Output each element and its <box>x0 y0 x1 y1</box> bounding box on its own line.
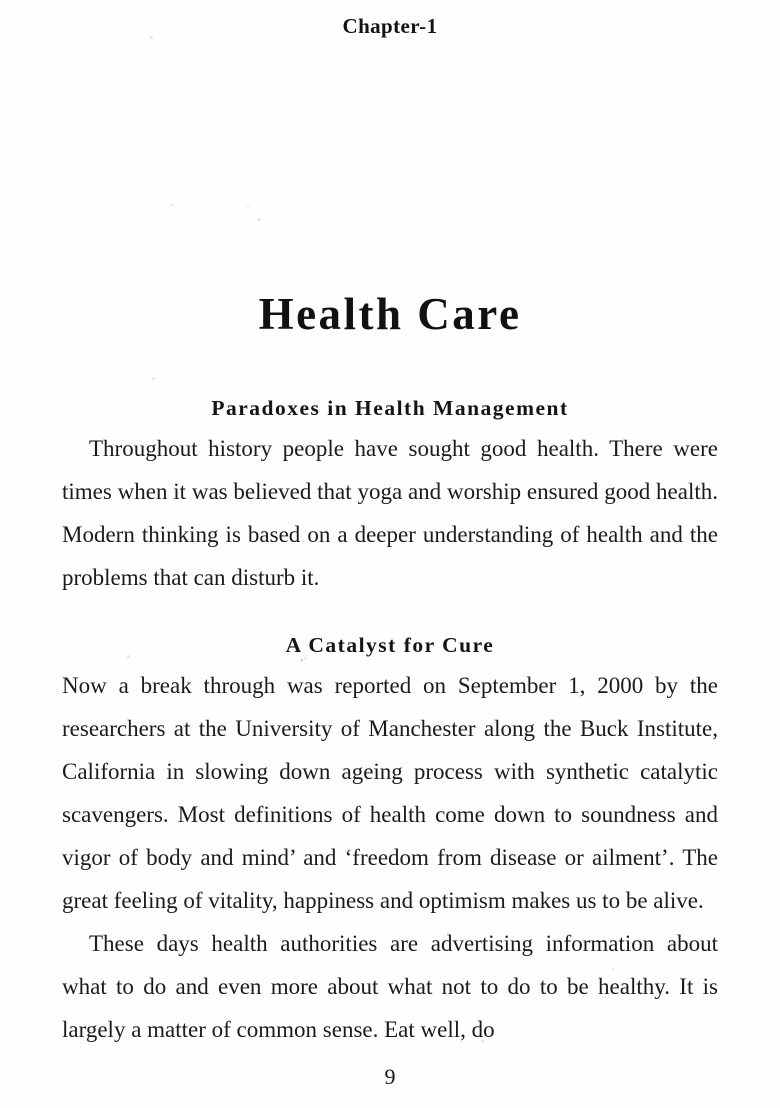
paragraph-closing: These days health authorities are advertising information about what to do and even more about what not to do to be healthy. It is largely a matter of common sense. Eat well, do <box>62 931 718 1042</box>
page-number: 9 <box>384 1064 396 1089</box>
text-column <box>62 396 718 1051</box>
paragraph-catalyst: Now a break through was reported on September 1, 2000 by the researchers at the University of Manchester along the Buck Institute, California in slowing down ageing process with synthetic catalytic scavengers. Most definitions of health come down to soundness and vigor of body and mind’ and ‘freedom from disease or ailment’. The great feeling of vitality, happiness and optimism makes us to be alive. <box>62 673 718 913</box>
section-heading-paradoxes: Paradoxes in Health Management <box>211 396 569 420</box>
scan-speck <box>152 377 155 380</box>
page-title: Health Care <box>258 289 522 340</box>
running-head-chapter: Chapter-1 <box>342 14 438 38</box>
scan-speck <box>257 218 261 221</box>
section-heading-catalyst: A Catalyst for Cure <box>285 633 495 657</box>
scan-speck <box>170 204 173 206</box>
paragraph-paradoxes: Throughout history people have sought good health. There were times when it was believed that yoga and worship ensured good health. Modern thinking is based on a deeper understanding of health and the problems that can disturb it. <box>62 436 718 590</box>
scan-speck <box>247 205 249 207</box>
scan-smudge-artifact: •’ <box>300 656 307 667</box>
